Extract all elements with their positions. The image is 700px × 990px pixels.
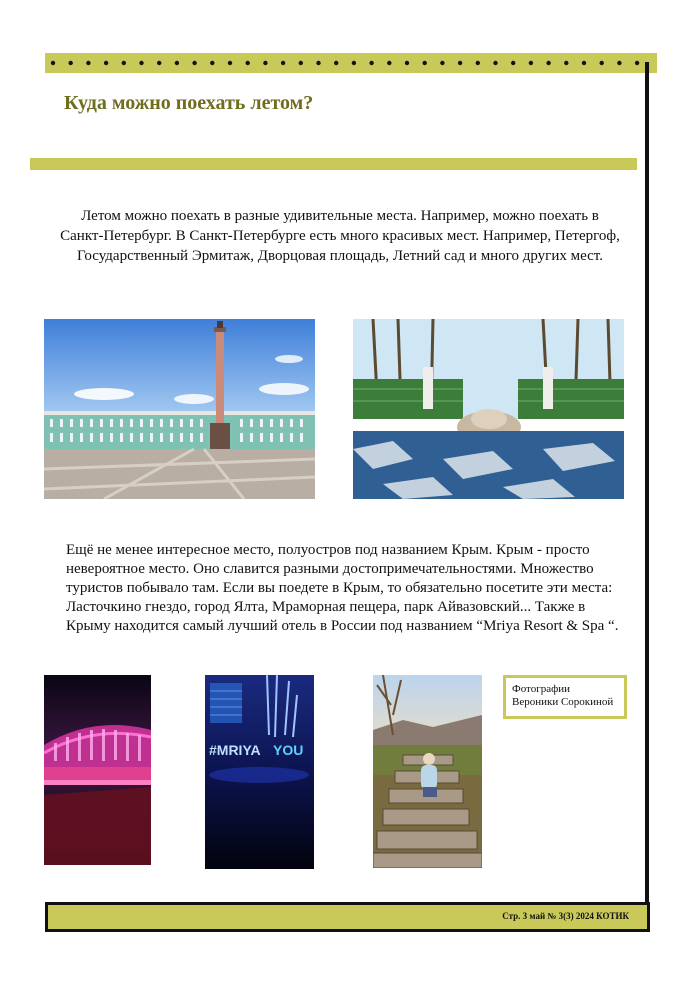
photo-hotel-night-pink [44,675,151,865]
decorative-dot [387,61,391,65]
photo-credit-caption: Фотографии Вероники Сорокиной [503,675,627,719]
decorative-dot [352,61,356,65]
decorative-dot [316,61,320,65]
decorative-dot [334,61,338,65]
decorative-dot [104,61,108,65]
page-right-border [645,62,649,904]
decorative-dot [617,61,621,65]
you-sign-text: YOU [273,742,304,758]
paragraph-crimea: Ещё не менее интересное место, полуостров под названием Крым. Крым - просто невероятное место. Оно славится разными достопримечательностями. Множество туристов побывало там. Если вы поедете в Крым, то обязательно посетите эти места: Ласточкино гнездо, город Ялта, Мраморная пещера, парк Айвазовский... Также в Крыму находится самый лучший отель в России под названием “Mriya Resort & Spa “. [66,542,619,634]
decorative-dot [175,61,179,65]
top-decorative-band [45,53,657,73]
decorative-dot [139,61,143,65]
decorative-dot [51,61,55,65]
decorative-dot [440,61,444,65]
decorative-dot [299,61,303,65]
decorative-dot [122,61,126,65]
decorative-dot [369,61,373,65]
decorative-dot [157,61,161,65]
decorative-dot [246,61,250,65]
decorative-dot [210,61,214,65]
decorative-dot [192,61,196,65]
photo-mriya-sign [205,675,314,869]
decorative-dot [423,61,427,65]
page-title: Куда можно поехать летом? [64,92,314,114]
decorative-dot [86,61,90,65]
decorative-dot [546,61,550,65]
decorative-dot [635,61,639,65]
decorative-dots [45,53,657,73]
decorative-dot [600,61,604,65]
decorative-dot [69,61,73,65]
paragraph-saint-petersburg: Летом можно поехать в разные удивительные места. Например, можно поехать в Санкт-Петербург. В Санкт-Петербурге есть много красивых мест. Например, Петергоф, Государственный Эрмитаж, Дворцовая площадь, Летний сад и много других мест. [60,208,620,264]
photo-stone-steps-child [373,675,482,868]
decorative-dot [405,61,409,65]
decorative-dot [511,61,515,65]
footer-issue-info: Стр. 3 май № 3(3) 2024 КОТИК [502,911,629,921]
footer-band [45,902,650,932]
decorative-dot [493,61,497,65]
decorative-dot [228,61,232,65]
photo-palace-square [44,319,315,499]
decorative-dot [582,61,586,65]
photo-summer-garden [353,319,624,499]
title-underline-band [30,158,637,170]
decorative-dot [458,61,462,65]
decorative-dot [529,61,533,65]
decorative-dot [281,61,285,65]
mriya-sign-text: #MRIYA [209,742,261,758]
decorative-dot [263,61,267,65]
decorative-dot [564,61,568,65]
decorative-dot [476,61,480,65]
